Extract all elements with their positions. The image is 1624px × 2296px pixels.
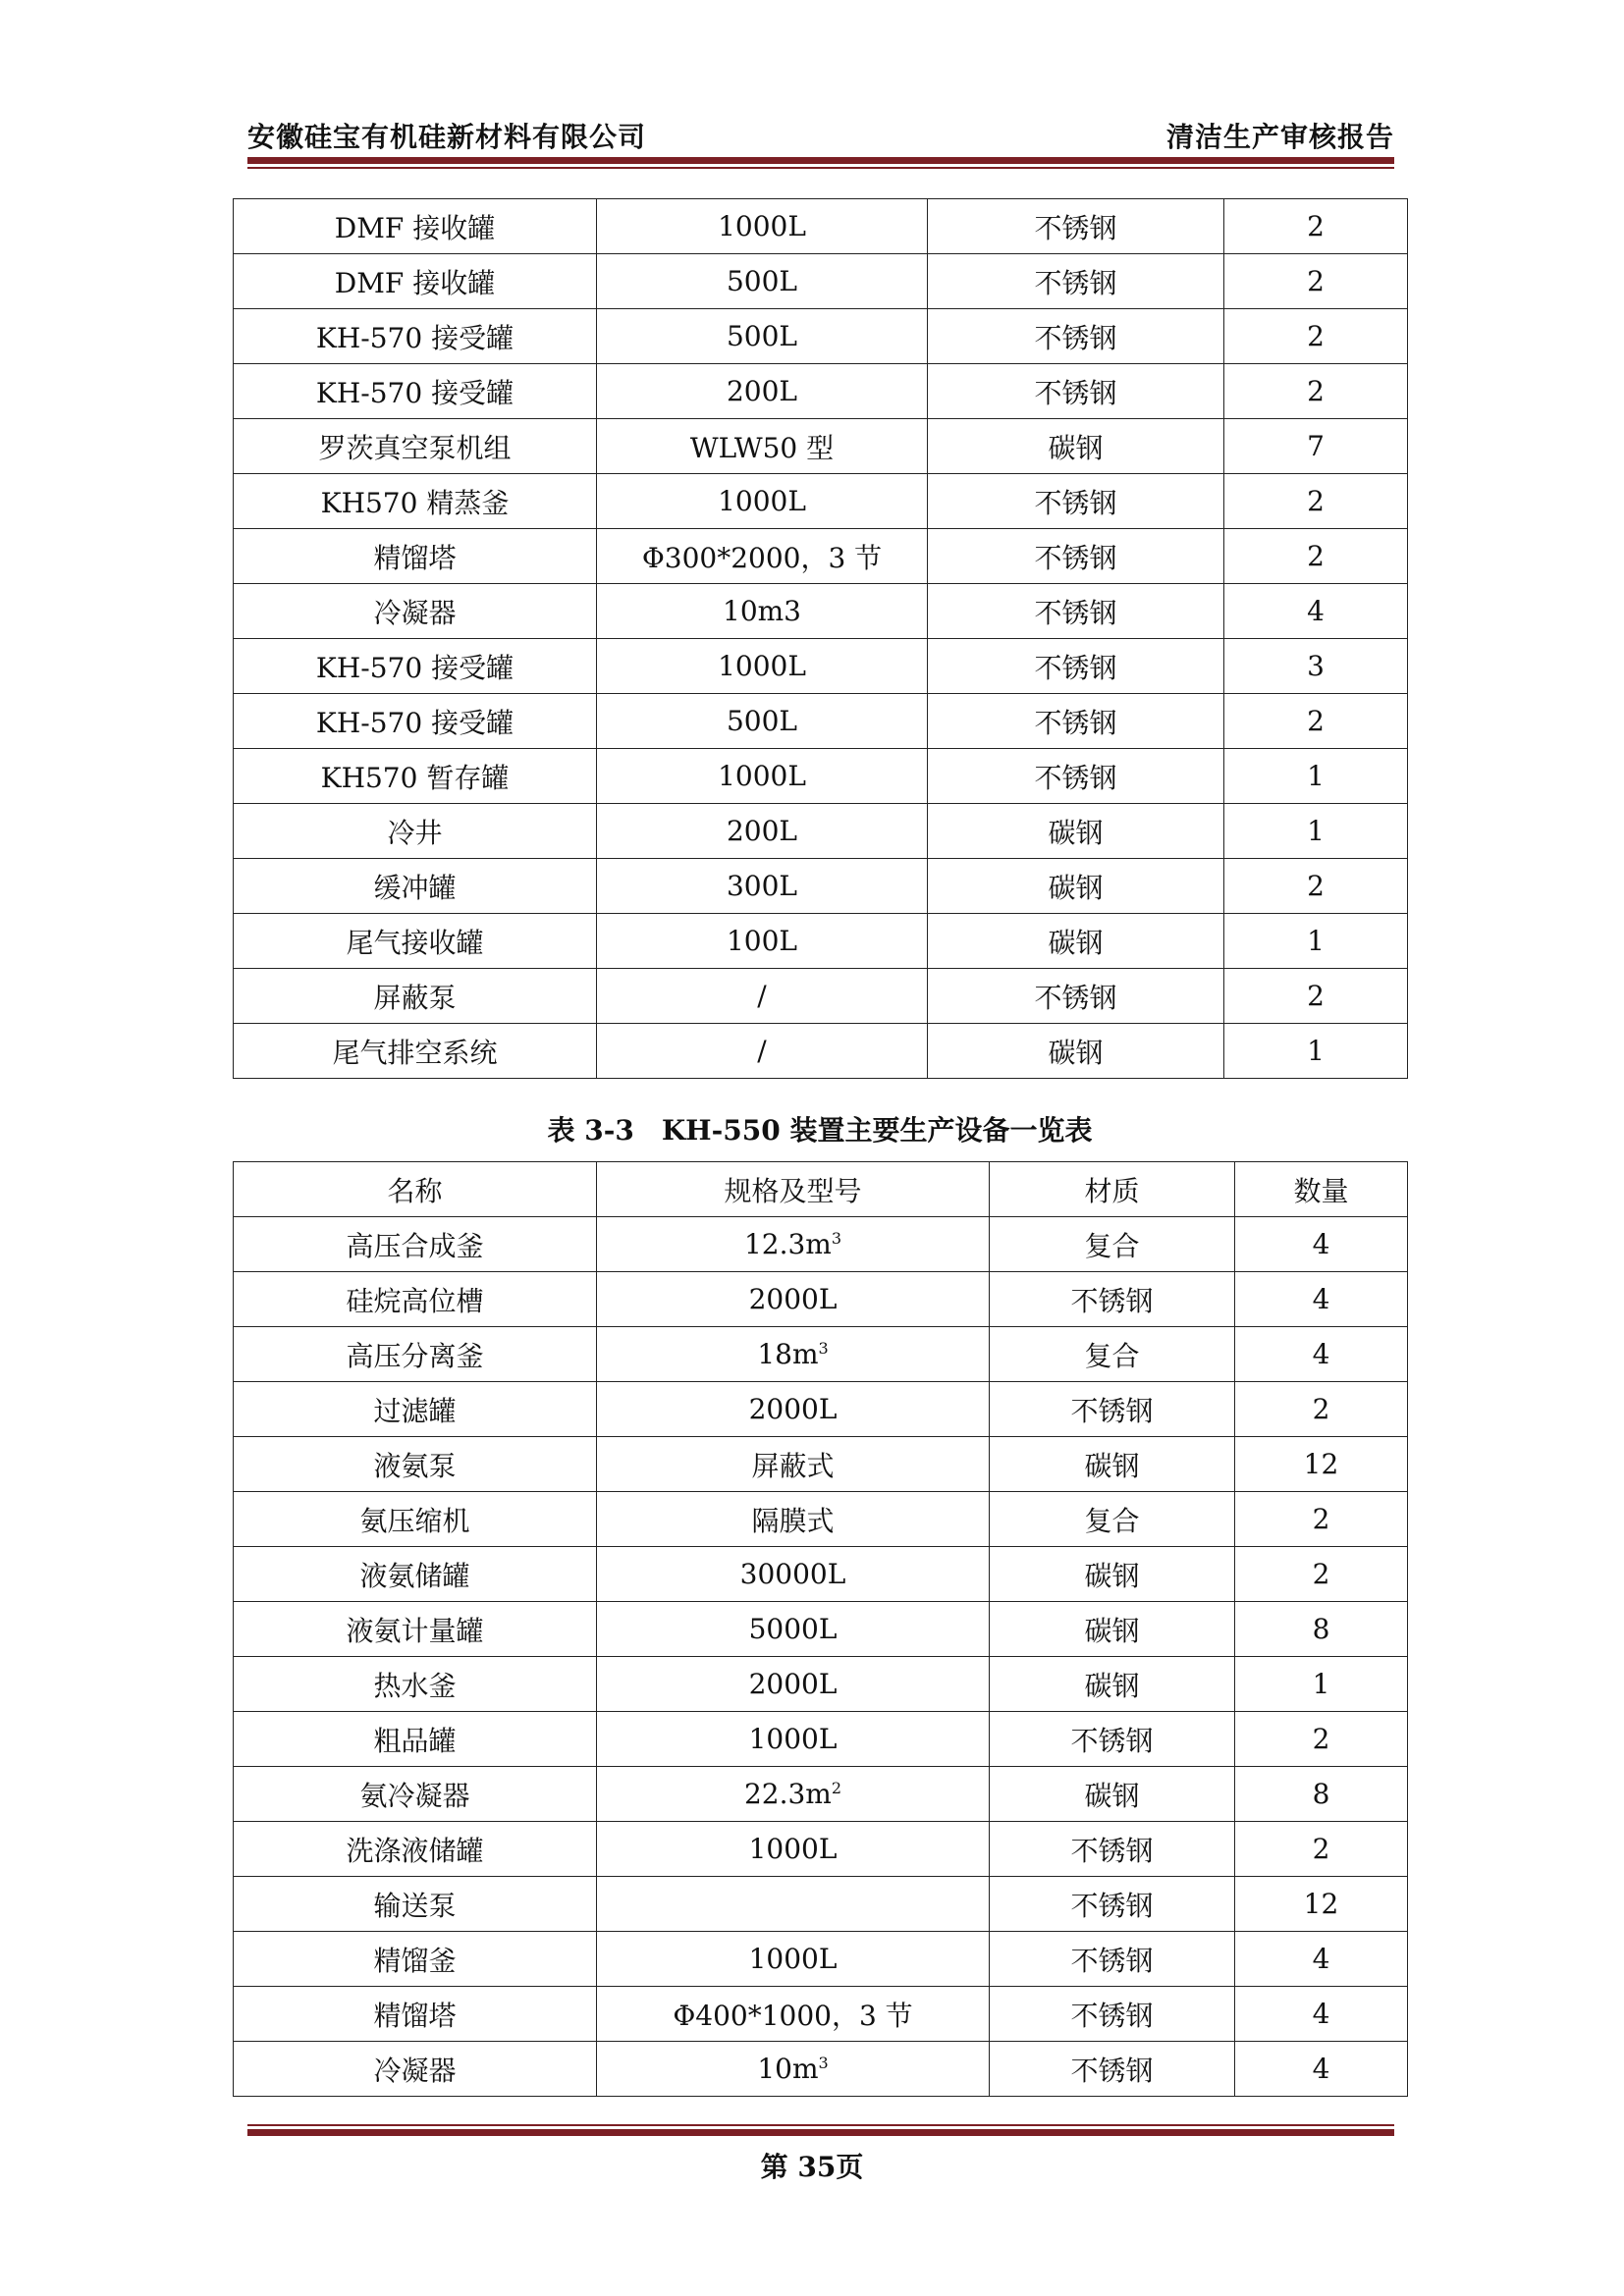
cell-spec <box>597 1987 990 2042</box>
spec-text: 1000L <box>748 1723 838 1755</box>
cell-name: 输送泵 <box>234 1877 597 1932</box>
cell-quantity: 2 <box>1235 1547 1408 1602</box>
table-row <box>234 1767 1408 1822</box>
cell-name: 缓冲罐 <box>234 859 597 914</box>
equipment-table-continued <box>233 198 1408 1079</box>
cell-spec: Φ300*2000，3 节 <box>597 529 928 584</box>
cell-quantity: 1 <box>1224 804 1408 859</box>
cell-material: 复合 <box>990 1327 1235 1382</box>
spec-text: 1000L <box>748 1833 838 1865</box>
cell-material: 复合 <box>990 1217 1235 1272</box>
report-title: 清洁生产审核报告 <box>1165 121 1394 153</box>
cell-material: 碳钢 <box>990 1602 1235 1657</box>
cell-spec: 300L <box>597 859 928 914</box>
cell-quantity: 2 <box>1224 254 1408 309</box>
cell-name: DMF 接收罐 <box>234 254 597 309</box>
cell-material: 碳钢 <box>990 1767 1235 1822</box>
table-row <box>234 419 1408 474</box>
cell-name: 高压分离釜 <box>234 1327 597 1382</box>
unit-exponent: 3 <box>831 1229 842 1248</box>
cell-spec: / <box>597 969 928 1024</box>
table-row <box>234 1932 1408 1987</box>
cell-spec: 10m3 <box>597 584 928 639</box>
table-row <box>234 2042 1408 2097</box>
company-name: 安徽硅宝有机硅新材料有限公司 <box>247 121 647 153</box>
cell-quantity: 12 <box>1235 1437 1408 1492</box>
table-row <box>234 1327 1408 1382</box>
cell-quantity: 2 <box>1235 1822 1408 1877</box>
cell-material: 碳钢 <box>928 419 1224 474</box>
cell-quantity: 2 <box>1224 969 1408 1024</box>
cell-name: 高压合成釜 <box>234 1217 597 1272</box>
cell-quantity: 2 <box>1224 364 1408 419</box>
cell-name: KH-570 接受罐 <box>234 309 597 364</box>
table-row <box>234 639 1408 694</box>
cell-spec <box>597 1657 990 1712</box>
table-row <box>234 749 1408 804</box>
cell-material: 碳钢 <box>990 1547 1235 1602</box>
cell-name: 精馏釜 <box>234 1932 597 1987</box>
spec-text: 12.3m <box>743 1228 832 1260</box>
cell-material: 不锈钢 <box>990 1712 1235 1767</box>
cell-quantity: 12 <box>1235 1877 1408 1932</box>
table-row <box>234 1657 1408 1712</box>
cell-name: KH-570 接受罐 <box>234 694 597 749</box>
cell-material: 不锈钢 <box>990 1932 1235 1987</box>
cell-name: 冷井 <box>234 804 597 859</box>
table-row <box>234 1547 1408 1602</box>
cell-material: 不锈钢 <box>928 199 1224 254</box>
cell-material: 不锈钢 <box>928 364 1224 419</box>
cell-spec <box>597 1382 990 1437</box>
cell-material: 碳钢 <box>990 1437 1235 1492</box>
spec-text: 隔膜式 <box>751 1504 835 1537</box>
cell-material: 不锈钢 <box>990 1877 1235 1932</box>
spec-text: 2000L <box>748 1283 838 1315</box>
spec-text: 18m <box>757 1338 819 1370</box>
spec-text: 10m <box>757 2053 819 2085</box>
cell-spec: 1000L <box>597 639 928 694</box>
cell-spec: / <box>597 1024 928 1079</box>
cell-quantity: 4 <box>1235 1272 1408 1327</box>
cell-name: 冷凝器 <box>234 584 597 639</box>
cell-material: 不锈钢 <box>928 584 1224 639</box>
cell-material: 不锈钢 <box>928 254 1224 309</box>
spec-text: 2000L <box>748 1668 838 1700</box>
cell-material: 不锈钢 <box>928 749 1224 804</box>
cell-material: 不锈钢 <box>990 2042 1235 2097</box>
cell-spec: 200L <box>597 804 928 859</box>
header-spec: 规格及型号 <box>597 1162 990 1217</box>
cell-spec: 200L <box>597 364 928 419</box>
table-row <box>234 1382 1408 1437</box>
cell-name: 尾气排空系统 <box>234 1024 597 1079</box>
cell-material: 不锈钢 <box>990 1382 1235 1437</box>
cell-spec <box>597 1217 990 1272</box>
table-row <box>234 309 1408 364</box>
cell-spec: 500L <box>597 694 928 749</box>
cell-material: 复合 <box>990 1492 1235 1547</box>
cell-spec <box>597 1437 990 1492</box>
cell-name: KH-570 接受罐 <box>234 364 597 419</box>
cell-name: 罗茨真空泵机组 <box>234 419 597 474</box>
cell-name: KH-570 接受罐 <box>234 639 597 694</box>
cell-material: 不锈钢 <box>928 969 1224 1024</box>
table-row <box>234 199 1408 254</box>
page-number: 第 35页 <box>760 2151 864 2183</box>
cell-quantity: 4 <box>1235 1327 1408 1382</box>
cell-name: 过滤罐 <box>234 1382 597 1437</box>
unit-exponent: 2 <box>831 1779 842 1797</box>
spec-text: 22.3m <box>743 1778 832 1810</box>
table-row <box>234 1712 1408 1767</box>
cell-name: 冷凝器 <box>234 2042 597 2097</box>
cell-name: 热水釜 <box>234 1657 597 1712</box>
cell-name: 氨压缩机 <box>234 1492 597 1547</box>
cell-quantity: 1 <box>1224 1024 1408 1079</box>
header-material: 材质 <box>990 1162 1235 1217</box>
cell-spec: 1000L <box>597 474 928 529</box>
cell-name: 洗涤液储罐 <box>234 1822 597 1877</box>
header-rule-thick <box>247 157 1394 164</box>
cell-material: 不锈钢 <box>990 1822 1235 1877</box>
cell-spec: 500L <box>597 309 928 364</box>
table-row <box>234 1987 1408 2042</box>
cell-spec <box>597 1877 990 1932</box>
cell-material: 不锈钢 <box>928 309 1224 364</box>
cell-name: 尾气接收罐 <box>234 914 597 969</box>
cell-quantity: 8 <box>1235 1602 1408 1657</box>
cell-quantity: 2 <box>1224 199 1408 254</box>
header-quantity: 数量 <box>1235 1162 1408 1217</box>
table-row <box>234 529 1408 584</box>
spec-text: 30000L <box>739 1558 846 1590</box>
cell-material: 不锈钢 <box>928 529 1224 584</box>
table-row <box>234 914 1408 969</box>
cell-spec: WLW50 型 <box>597 419 928 474</box>
cell-quantity: 4 <box>1224 584 1408 639</box>
cell-spec <box>597 1327 990 1382</box>
cell-quantity: 4 <box>1235 1932 1408 1987</box>
cell-spec <box>597 1822 990 1877</box>
table-row <box>234 1272 1408 1327</box>
cell-material: 不锈钢 <box>990 1272 1235 1327</box>
cell-name: DMF 接收罐 <box>234 199 597 254</box>
cell-name: KH570 暂存罐 <box>234 749 597 804</box>
cell-spec: 100L <box>597 914 928 969</box>
kh550-equipment-table <box>233 1161 1408 2097</box>
spec-text: 屏蔽式 <box>751 1449 835 1482</box>
table-row <box>234 364 1408 419</box>
cell-spec: 1000L <box>597 199 928 254</box>
table-row <box>234 254 1408 309</box>
table-header-row <box>234 1162 1408 1217</box>
cell-name: 屏蔽泵 <box>234 969 597 1024</box>
table-row <box>234 859 1408 914</box>
cell-spec <box>597 1492 990 1547</box>
header-name: 名称 <box>234 1162 597 1217</box>
cell-name: 精馏塔 <box>234 1987 597 2042</box>
cell-material: 碳钢 <box>928 914 1224 969</box>
cell-name: 氨冷凝器 <box>234 1767 597 1822</box>
spec-text: Φ400*1000，3 节 <box>673 1999 913 2032</box>
cell-material: 碳钢 <box>928 1024 1224 1079</box>
cell-quantity: 2 <box>1235 1712 1408 1767</box>
cell-spec: 1000L <box>597 749 928 804</box>
page-header <box>247 110 1394 159</box>
table-row <box>234 694 1408 749</box>
unit-exponent: 3 <box>818 1339 829 1358</box>
cell-name: 硅烷高位槽 <box>234 1272 597 1327</box>
cell-quantity: 2 <box>1235 1492 1408 1547</box>
table-row <box>234 1024 1408 1079</box>
cell-quantity: 2 <box>1235 1382 1408 1437</box>
cell-material: 不锈钢 <box>928 694 1224 749</box>
cell-name: 粗品罐 <box>234 1712 597 1767</box>
cell-quantity: 4 <box>1235 1987 1408 2042</box>
cell-name: 液氨储罐 <box>234 1547 597 1602</box>
cell-quantity: 3 <box>1224 639 1408 694</box>
cell-quantity: 1 <box>1224 914 1408 969</box>
table-row <box>234 1822 1408 1877</box>
cell-quantity: 2 <box>1224 474 1408 529</box>
table-row <box>234 1602 1408 1657</box>
cell-spec <box>597 1712 990 1767</box>
header-rule-thin <box>247 167 1394 169</box>
spec-text: 1000L <box>748 1943 838 1975</box>
unit-exponent: 3 <box>818 2054 829 2072</box>
cell-name: 精馏塔 <box>234 529 597 584</box>
footer-rule-thick <box>247 2129 1394 2136</box>
table-row <box>234 584 1408 639</box>
footer-rule-thin <box>247 2124 1394 2126</box>
cell-spec <box>597 1547 990 1602</box>
cell-spec <box>597 2042 990 2097</box>
cell-spec <box>597 1767 990 1822</box>
cell-quantity: 1 <box>1235 1657 1408 1712</box>
cell-quantity: 8 <box>1235 1767 1408 1822</box>
cell-material: 碳钢 <box>928 859 1224 914</box>
cell-material: 不锈钢 <box>928 639 1224 694</box>
cell-material: 碳钢 <box>990 1657 1235 1712</box>
table-row <box>234 1877 1408 1932</box>
cell-material: 碳钢 <box>928 804 1224 859</box>
cell-spec <box>597 1602 990 1657</box>
table-caption: 表 3-3 KH-550 装置主要生产设备一览表 <box>547 1114 1093 1147</box>
spec-text: 2000L <box>748 1393 838 1425</box>
spec-text: 5000L <box>748 1613 838 1645</box>
cell-name: KH570 精蒸釜 <box>234 474 597 529</box>
cell-quantity: 2 <box>1224 859 1408 914</box>
cell-material: 不锈钢 <box>928 474 1224 529</box>
cell-spec <box>597 1272 990 1327</box>
cell-material: 不锈钢 <box>990 1987 1235 2042</box>
cell-spec: 500L <box>597 254 928 309</box>
table-row <box>234 1437 1408 1492</box>
table-row <box>234 1217 1408 1272</box>
cell-quantity: 2 <box>1224 309 1408 364</box>
cell-quantity: 1 <box>1224 749 1408 804</box>
table-row <box>234 804 1408 859</box>
cell-spec <box>597 1932 990 1987</box>
cell-quantity: 2 <box>1224 529 1408 584</box>
table-row <box>234 474 1408 529</box>
cell-name: 液氨泵 <box>234 1437 597 1492</box>
table-row <box>234 1492 1408 1547</box>
table-row <box>234 969 1408 1024</box>
cell-name: 液氨计量罐 <box>234 1602 597 1657</box>
cell-quantity: 7 <box>1224 419 1408 474</box>
cell-quantity: 4 <box>1235 1217 1408 1272</box>
cell-quantity: 4 <box>1235 2042 1408 2097</box>
cell-quantity: 2 <box>1224 694 1408 749</box>
